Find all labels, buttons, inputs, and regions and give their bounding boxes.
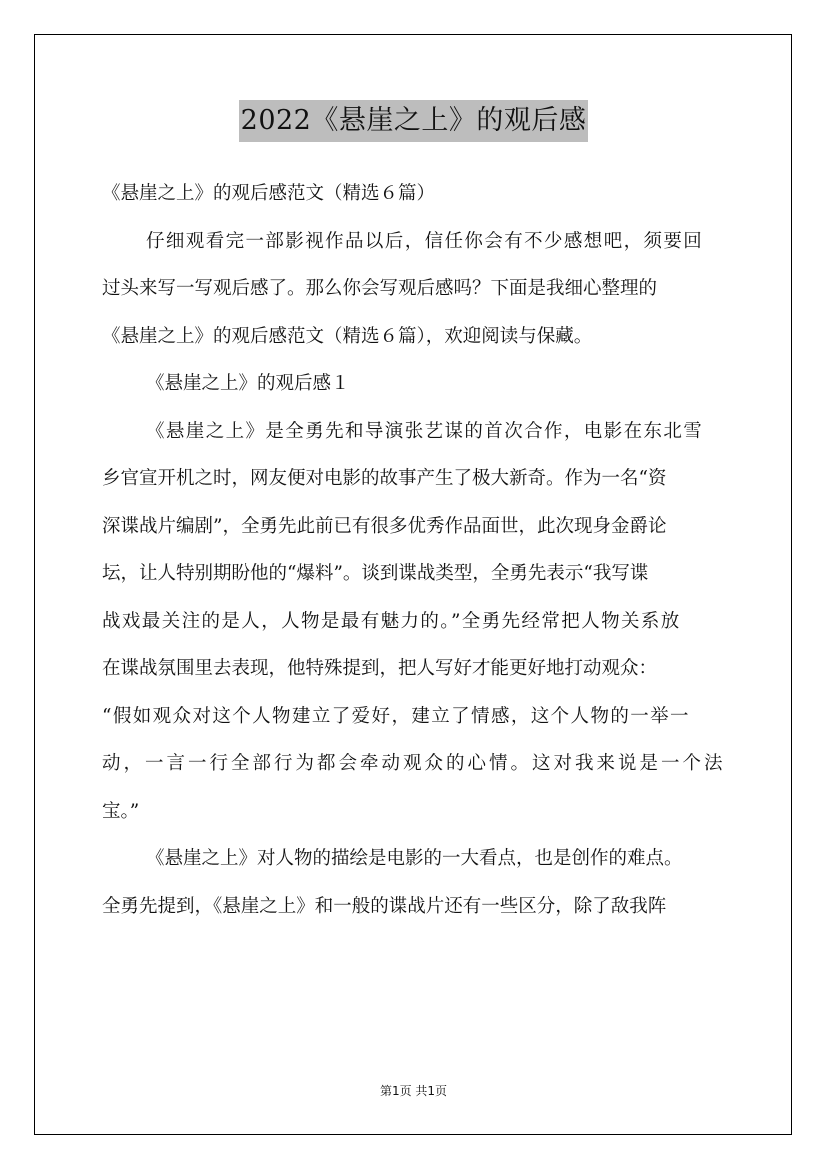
body1-line-9: 宝。” (102, 800, 140, 822)
title-container (0, 100, 827, 142)
document-body (102, 170, 742, 930)
body1-line-1: 《悬崖之上》是全勇先和导演张艺谋的首次合作，电影在东北雪 (146, 420, 704, 442)
body1-line-3: 深谍战片编剧”，全勇先此前已有很多优秀作品面世，此次现身金爵论 (102, 515, 667, 537)
subtitle: 《悬崖之上》的观后感范文（精选６篇） (102, 183, 436, 204)
body1-line-6: 在谍战氛围里去表现，他特殊提到，把人写好才能更好地打动观众： (102, 658, 658, 679)
document-title: 2022《悬崖之上》的观后感 (239, 100, 589, 142)
body2-line-1: 《悬崖之上》对人物的描绘是电影的一大看点，也是创作的难点。 (146, 848, 683, 869)
intro-line-3: 《悬崖之上》的观后感范文（精选６篇），欢迎阅读与保藏。 (102, 325, 593, 347)
intro-line-1: 仔细观看完一部影视作品以后，信任你会有不少感想吧，须要回 (146, 230, 704, 252)
intro-line-2: 过头来写一写观后感了。那么你会写观后感吗？下面是我细心整理的 (102, 278, 658, 299)
body2-line-2: 全勇先提到，《悬崖之上》和一般的谍战片还有一些区分，除了敌我阵 (102, 895, 667, 917)
body1-line-2: 乡官宣开机之时，网友便对电影的故事产生了极大新奇。作为一名“资 (102, 468, 667, 489)
page-footer: 第1页 共1页 (379, 1084, 448, 1098)
section-heading: 《悬崖之上》的观后感１ (146, 373, 350, 394)
body1-line-8: 动，一言一行全部行为都会牵动观众的心情。这对我来说是一个法 (102, 753, 726, 774)
body1-line-4: 坛，让人特别期盼他的“爆料”。谈到谍战类型，全勇先表示“我写谍 (102, 563, 649, 584)
body1-line-5: 战戏最关注的是人，人物是最有魅力的。”全勇先经常把人物关系放 (102, 610, 681, 632)
body1-line-7: “假如观众对这个人物建立了爱好，建立了情感，这个人物的一举一 (102, 705, 690, 727)
